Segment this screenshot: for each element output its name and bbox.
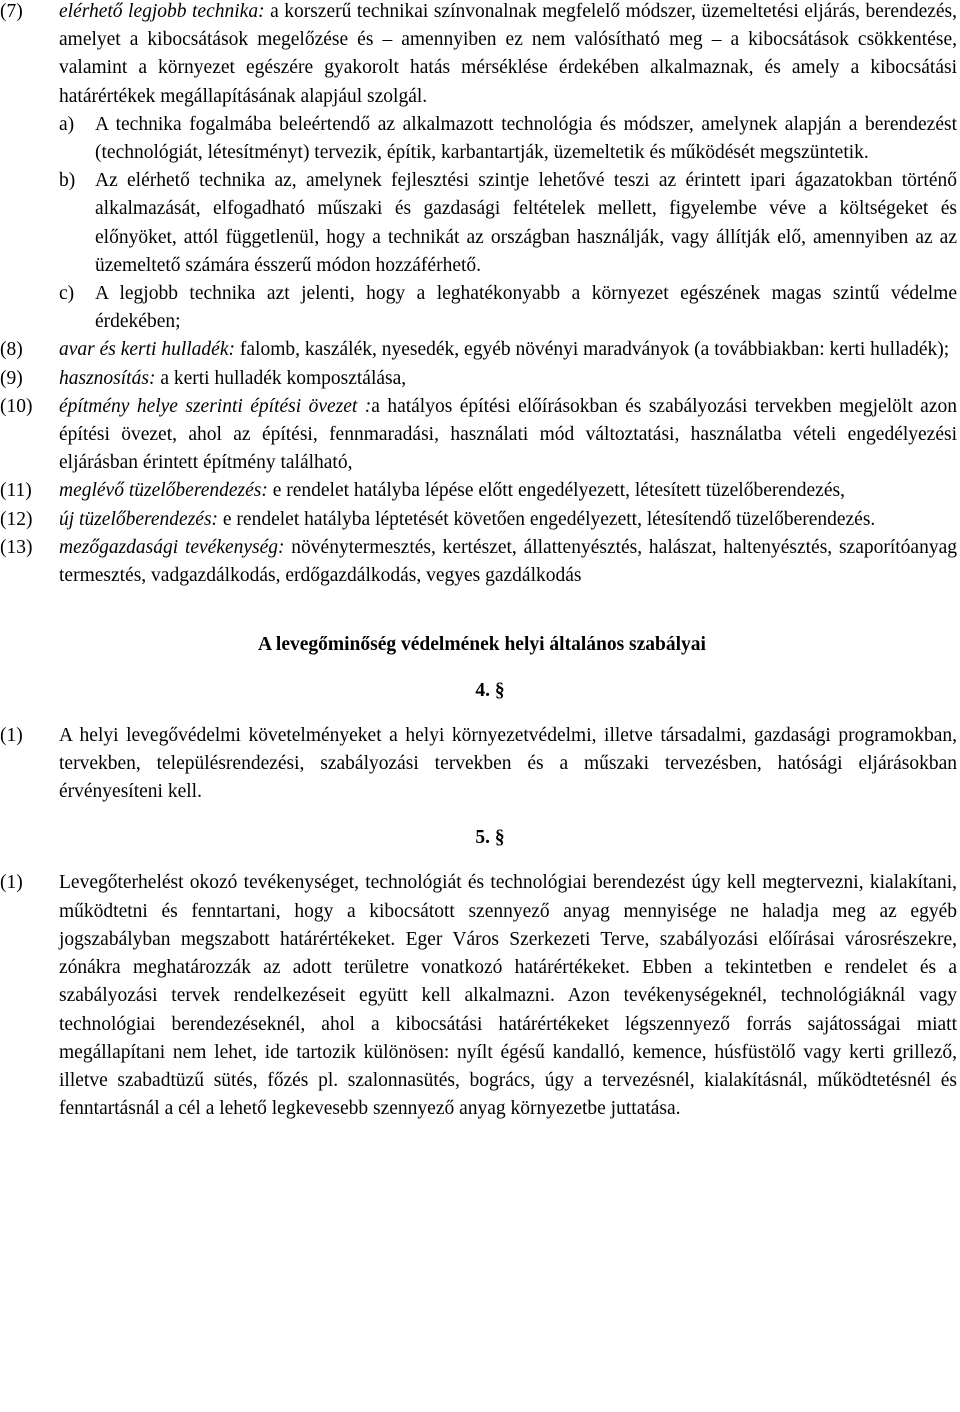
- subitem-label: b): [59, 170, 76, 192]
- definition-text: a kerti hulladék komposztálása,: [155, 367, 407, 389]
- defined-term: építmény helye szerinti építési övezet :: [59, 395, 372, 417]
- item-number: (10): [0, 395, 33, 417]
- defined-term: meglévő tüzelőberendezés:: [59, 480, 268, 502]
- paragraph-text: Levegőterhelést okozó tevékenységet, technológiát és technológiai berendezést úgy kell megtervezni, kialakítani, működtetni és fenntartani, hogy a kibocsátott szennyező anyag mennyisége ne haladja meg az egyéb jogszabályban megszabott határértékeket. Eger Város Szerkezeti Terve, szabályozási előírásai városrészekre, zónákra meghatározzák az adott területre vonatkozó határértékeket. Ebben a tekintetben e rendelet és a szabályozási tervek rendelkezéseit együtt kell alkalmazni. Azon tevékenységeknél, technológiáknál vagy technológiai berendezéseknél, ahol a kibocsátási határértékeket légszennyező forrás sajátosságai miatt megállapítani nem lehet, ide tartozik különösen: nyílt égésű kandalló, kemence, húsfüstölő vagy kerti grillező, illetve szabadtüzű sütés, főzés pl. szalonnasütés, bogrács, úgy a tervezésnél, kialakításnál, működtetésnél és fenntartásnál a cél a lehető legkevesebb szennyező anyag környezetbe juttatása.: [59, 872, 957, 1120]
- definition-item-10: [0, 393, 960, 478]
- subitem-label: c): [59, 283, 75, 305]
- defined-term: elérhető legjobb technika:: [59, 1, 265, 22]
- item-number: (9): [0, 367, 23, 389]
- definition-text: növénytermesztés, kertészet, állattenyésztés, halászat, haltenyésztés, szaporítóanyag termesztés, vadgazdálkodás, erdőgazdálkodás, vegyes gazdálkodás: [59, 536, 957, 587]
- definition-item-11: [0, 477, 960, 505]
- definition-text: e rendelet hatályba lépése előtt engedélyezett, létesített tüzelőberendezés,: [267, 480, 845, 502]
- item-number: (13): [0, 536, 33, 558]
- defined-term: hasznosítás:: [59, 367, 156, 389]
- definition-item-7: [0, 0, 960, 111]
- section-5-paragraph-1: [0, 869, 960, 1123]
- definition-text: a korszerű technikai színvonalnak megfelelő módszer, üzemeltetési eljárás, berendezés, amelyet a kibocsátások megelőzése és – amennyiben ez nem valósítható meg – a kibocsátások csökkentése, valamint a környezet egészére gyakorolt hatás mérséklése érdekében alkalmaznak, és amely a kibocsátási határértékek megállapításának alapjául szolgál.: [59, 1, 957, 107]
- paragraph-number: (1): [0, 872, 23, 894]
- subitem-a: [0, 111, 960, 167]
- definition-text: a hatályos építési előírásokban és szabályozási tervekben megjelölt azon építési övezet, ahol az építési, fennmaradási, használati mód változtatási, használatba vételi engedélyezési eljárásban érintett építmény található,: [59, 395, 957, 474]
- defined-term: avar és kerti hulladék:: [59, 339, 235, 361]
- paragraph-number: (1): [0, 724, 23, 746]
- defined-term: új tüzelőberendezés:: [59, 508, 219, 530]
- item-number: (8): [0, 339, 23, 361]
- subitem-text: A technika fogalmába beleértendő az alkalmazott technológia és módszer, amelynek alapján a berendezést (technológiát, létesítményt) tervezik, építik, karbantartják, üzemeltetik és működését megszüntetik.: [95, 113, 957, 164]
- section-5-title: 5. §: [475, 827, 505, 849]
- subitem-c: [0, 280, 960, 336]
- paragraph-text: A helyi levegővédelmi követelményeket a helyi környezetvédelmi, illetve társadalmi, gazdasági programokban, tervekben, településrendezési, szabályozási tervekben és a műszaki tervezésben, hatósági eljárásokban érvényesíteni kell.: [59, 724, 957, 803]
- subitem-label: a): [59, 113, 75, 135]
- definition-item-8: [0, 336, 960, 364]
- definition-item-9: [0, 365, 960, 393]
- section-4-title: 4. §: [475, 680, 505, 702]
- defined-term: mezőgazdasági tevékenység:: [59, 536, 285, 558]
- definition-item-12: [0, 506, 960, 534]
- definition-text: falomb, kaszálék, nyesedék, egyéb növényi maradványok (a továbbiakban: kerti hulladék);: [235, 339, 950, 361]
- definition-item-13: [0, 534, 960, 590]
- chapter-title: A levegőminőség védelmének helyi általános szabályai: [258, 634, 706, 656]
- subitem-text: A legjobb technika azt jelenti, hogy a leghatékonyabb a környezet egészének magas szintű védelme érdekében;: [95, 283, 957, 333]
- section-4-paragraph-1: [0, 722, 960, 807]
- subitem-b: [0, 167, 960, 280]
- item-number: (12): [0, 508, 33, 530]
- definition-text: e rendelet hatályba léptetését követően engedélyezett, létesítendő tüzelőberendezés.: [218, 508, 876, 530]
- subitem-text: Az elérhető technika az, amelynek fejlesztési szintje lehetővé teszi az érintett ipari ágazatokban történő alkalmazását, elfogadható műszaki és gazdasági feltételek mellett, figyelembe véve a költségeket és előnyöket, attól függetlenül, hogy a technikát az országban használják, vagy állítják elő, amennyiben az az üzemeltető számára ésszerű módon hozzáférhető.: [95, 170, 957, 276]
- item-number: (7): [0, 1, 23, 22]
- item-number: (11): [0, 480, 32, 502]
